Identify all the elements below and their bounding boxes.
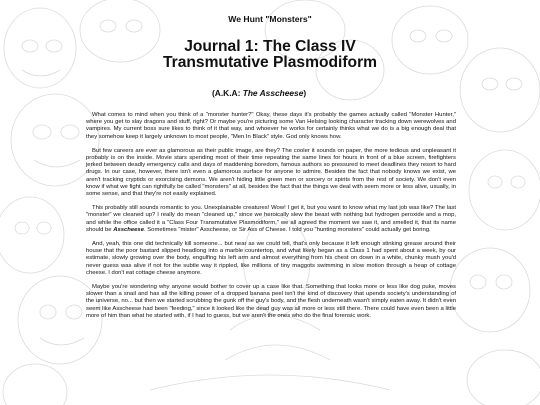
aka-line xyxy=(212,88,306,98)
aka-prefix: (A.K.A: xyxy=(212,88,243,98)
paragraph-4: And, yeah, this one did technically kill someone... but near as we could tell, that's only because it left enough stinking grease around their house that the poor bastard slipped headlong into a marble countertop, and what likely began as a Class 1 had spent about a week, by our estimate, slowly growing over the body, engulfing his left arm and almost everything from his chest on down in a white, chunky mush you'd never guess was alive if not for the subtle way it rippled, like millions of tiny maggots swimming in slow motion through a heap of cottage cheese. I don't eat cottage cheese anymore. xyxy=(86,241,456,276)
paragraph-3-start: This probably still sounds romantic to you. Unexplainable creatures! Wow! I get it, but you want to know what my last job was like? The last "monster" we cleaned up? I really do mean "cleaned up," since we heroically slew the beast with nothing but hydrogen peroxide and a mop, and while the office called it a "Class Four Transmutative Plasmodiform," we all agreed the moment we saw it, and smelled it, that its name should be xyxy=(86,205,456,233)
paragraph-1: What comes to mind when you think of a "monster hunter?" Okay, these days it's probably the games actually called "Monster Hunter," where you get to slay dragons and stuff, right? Or maybe you're picturing some Van Helsing looking character tracking down werewolves and vampires. My current boss sure likes to think of it that way, and whoever he works for certainly thinks what we do is a big enough deal that they somehow keep it largely unknown to most people, "Men In Black" style. God only knows how. xyxy=(86,112,456,140)
aka-suffix: ) xyxy=(303,88,307,98)
series-title: We Hunt "Monsters" xyxy=(228,14,312,24)
paragraph-2: But few careers are ever as glamorous as their public image, are they? The cooler it sounds on paper, the more tedious and unpleasant it probably is on the inside. Movie stars spending most of their time repeating the same lines for hours in front of a blue screen, firefighters jerked between deadly emergency calls and days of maddening boredom, famous authors so pressured to meet deadlines they resort to hard drugs. In our case, however, there isn't even a glamorous surface for anyone to admire. Besides the fact that nobody knows we exist, we aren't tracking cryptids or exorcising demons. We aren't hiding little green men or sorcery or spirits from the rest of society. We don't even know if what we fight can rightfully be called "monsters" at all, besides the fact that the things we deal with seem more or less alive, usually, in some sense, and that they're not easily explained. xyxy=(86,147,456,198)
document-title: Journal 1: The Class IV Transmutative Plasmodiform xyxy=(162,38,378,71)
journal-body xyxy=(86,112,456,327)
paragraph-3-end: . Sometimes "mister" Asscheese, or Sir Ass of Cheese. I told you "hunting monsters" could actually get boring. xyxy=(143,226,431,233)
paragraph-3 xyxy=(86,205,456,234)
aka-name: The Asscheese xyxy=(242,88,304,98)
paragraph-3-emphasis: Asscheese xyxy=(113,226,144,233)
paragraph-5: Maybe you're wondering why anyone would bother to cover up a case like that. Something that looks more or less like dog puke, moves slower than a snail and has all the killing power of a dropped banana peel isn't the kind of discovery that upends society's understanding of the universe, no... but then we started scrubbing the gunk off the guy's body, and the flesh underneath wasn't simply eaten away. It didn't even seem like Asscheese had been "feeding," since it looked like the dead guy was all more or less still there. There could have even been a little more of him than what he started with, if I had to guess, but we aren't the ones who do the final forensic work. xyxy=(86,284,456,319)
